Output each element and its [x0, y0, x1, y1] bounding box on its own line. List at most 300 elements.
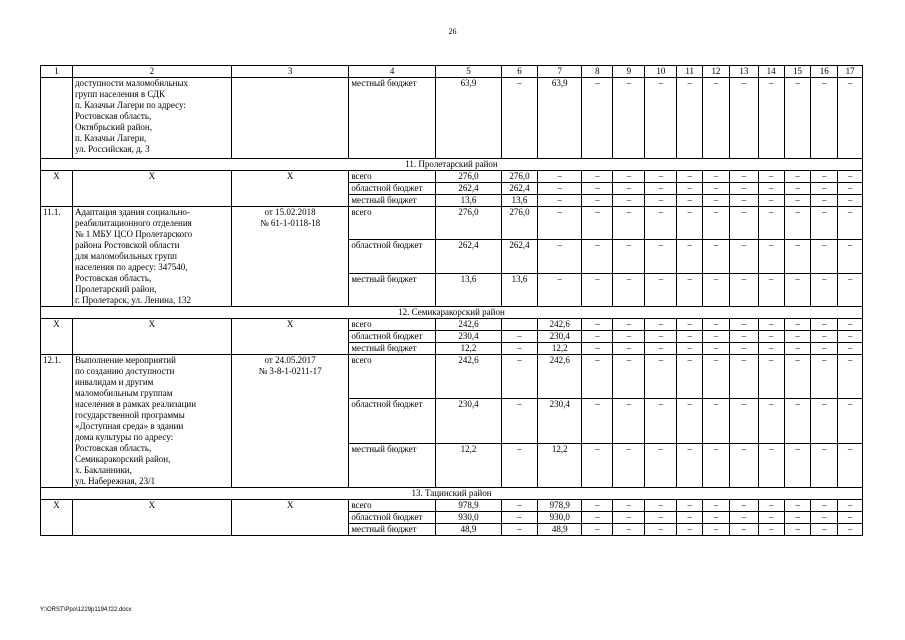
empty-value-cell: – — [811, 331, 838, 343]
empty-value-cell: – — [582, 343, 613, 355]
value-cell-5: 262,4 — [435, 183, 501, 195]
value-cell-7: 12,2 — [538, 443, 582, 487]
column-number-header: 15 — [784, 66, 811, 78]
empty-value-cell: – — [811, 355, 838, 399]
object-name-cell — [72, 207, 231, 307]
source-cell: областной бюджет — [349, 399, 436, 443]
object-name-line: групп населения в СДК — [74, 89, 166, 99]
empty-value-cell: – — [677, 500, 703, 512]
empty-value-cell: – — [729, 195, 758, 207]
empty-value-cell: – — [582, 524, 613, 536]
empty-value-cell: – — [811, 78, 838, 159]
value-cell-7: – — [538, 183, 582, 195]
section-title: 12. Семикаракорский район — [41, 307, 863, 319]
empty-value-cell: – — [677, 331, 703, 343]
value-cell-6: 262,4 — [501, 240, 537, 273]
value-cell-5: 12,2 — [435, 343, 501, 355]
empty-value-cell: – — [838, 500, 863, 512]
empty-value-cell: – — [645, 240, 677, 273]
column-number-header: 4 — [349, 66, 436, 78]
source-cell: областной бюджет — [349, 183, 436, 195]
value-cell-7: 230,4 — [538, 331, 582, 343]
empty-value-cell: – — [838, 171, 863, 183]
empty-value-cell: – — [784, 171, 811, 183]
empty-value-cell: – — [613, 183, 645, 195]
value-cell-7: – — [538, 240, 582, 273]
empty-value-cell: – — [613, 443, 645, 487]
source-cell: всего — [349, 207, 436, 240]
value-cell-7: 242,6 — [538, 355, 582, 399]
empty-value-cell: – — [758, 207, 784, 240]
document-cell — [231, 207, 349, 307]
data-table — [40, 65, 863, 536]
empty-value-cell: – — [729, 240, 758, 273]
empty-value-cell: – — [645, 500, 677, 512]
empty-value-cell: – — [838, 195, 863, 207]
source-cell: местный бюджет — [349, 273, 436, 306]
empty-value-cell: – — [703, 512, 730, 524]
empty-value-cell: – — [729, 512, 758, 524]
object-name-line: г. Пролетарск, ул. Ленина, 132 — [74, 295, 191, 305]
empty-value-cell: – — [645, 195, 677, 207]
value-cell-6: 276,0 — [501, 171, 537, 183]
empty-value-cell: – — [729, 355, 758, 399]
object-name-line: Семикаракорский район, — [74, 454, 171, 464]
item-number-cell: Х — [41, 319, 73, 355]
source-cell: областной бюджет — [349, 512, 436, 524]
empty-value-cell: – — [838, 443, 863, 487]
empty-value-cell: – — [645, 399, 677, 443]
empty-value-cell: – — [811, 524, 838, 536]
empty-value-cell: – — [645, 355, 677, 399]
table-row — [41, 319, 863, 331]
value-cell-5: 13,6 — [435, 195, 501, 207]
empty-value-cell: – — [758, 512, 784, 524]
empty-value-cell: – — [729, 500, 758, 512]
object-name-cell: Х — [72, 319, 231, 355]
empty-value-cell: – — [613, 343, 645, 355]
value-cell-6: – — [501, 524, 537, 536]
empty-value-cell: – — [677, 207, 703, 240]
empty-value-cell: – — [784, 319, 811, 331]
empty-value-cell: – — [613, 273, 645, 306]
empty-value-cell: – — [729, 78, 758, 159]
empty-value-cell: – — [703, 355, 730, 399]
empty-value-cell: – — [645, 331, 677, 343]
source-cell: местный бюджет — [349, 195, 436, 207]
document-cell: Х — [231, 500, 349, 536]
object-name-line: ул. Набережная, 23/1 — [74, 476, 156, 486]
empty-value-cell: – — [677, 443, 703, 487]
document-line: от 24.05.2017 — [264, 355, 316, 365]
empty-value-cell: – — [811, 183, 838, 195]
column-number-header: 14 — [758, 66, 784, 78]
empty-value-cell: – — [838, 78, 863, 159]
empty-value-cell: – — [784, 443, 811, 487]
empty-value-cell: – — [645, 171, 677, 183]
empty-value-cell: – — [729, 331, 758, 343]
empty-value-cell: – — [645, 524, 677, 536]
value-cell-6: 13,6 — [501, 273, 537, 306]
page-number: 26 — [448, 27, 457, 36]
value-cell-5: 930,0 — [435, 512, 501, 524]
empty-value-cell: – — [784, 524, 811, 536]
value-cell-6 — [501, 319, 537, 331]
object-name-cell: Х — [72, 171, 231, 207]
object-name-line: по созданию доступности — [74, 366, 175, 376]
value-cell-7: 230,4 — [538, 399, 582, 443]
value-cell-5: 242,6 — [435, 355, 501, 399]
object-name-line: х. Бакланники, — [74, 465, 132, 475]
object-name-line: государственной программы — [74, 410, 185, 420]
item-number-cell: Х — [41, 171, 73, 207]
value-cell-7: 242,6 — [538, 319, 582, 331]
empty-value-cell: – — [677, 343, 703, 355]
empty-value-cell: – — [677, 183, 703, 195]
value-cell-5: 48,9 — [435, 524, 501, 536]
section-title: 13. Тацинский район — [41, 488, 863, 500]
empty-value-cell: – — [703, 399, 730, 443]
empty-value-cell: – — [582, 319, 613, 331]
empty-value-cell: – — [838, 524, 863, 536]
value-cell-7: – — [538, 171, 582, 183]
empty-value-cell: – — [645, 443, 677, 487]
object-name-cell — [72, 355, 231, 488]
value-cell-5: 262,4 — [435, 240, 501, 273]
empty-value-cell: – — [613, 195, 645, 207]
table-row — [41, 207, 863, 240]
empty-value-cell: – — [758, 78, 784, 159]
empty-value-cell: – — [582, 207, 613, 240]
value-cell-5: 276,0 — [435, 171, 501, 183]
empty-value-cell: – — [811, 399, 838, 443]
empty-value-cell: – — [582, 399, 613, 443]
object-name-line: Ростовская область, — [74, 443, 152, 453]
empty-value-cell: – — [784, 240, 811, 273]
value-cell-6: 13,6 — [501, 195, 537, 207]
empty-value-cell: – — [613, 512, 645, 524]
column-number-header: 6 — [501, 66, 537, 78]
empty-value-cell: – — [811, 500, 838, 512]
value-cell-6: – — [501, 500, 537, 512]
object-name-line: дома культуры по адресу: — [74, 432, 174, 442]
empty-value-cell: – — [758, 331, 784, 343]
object-name-line: для маломобильных групп — [74, 251, 177, 261]
empty-value-cell: – — [838, 399, 863, 443]
empty-value-cell: – — [613, 319, 645, 331]
document-line: № 61-1-0118-18 — [260, 218, 321, 228]
empty-value-cell: – — [811, 319, 838, 331]
empty-value-cell: – — [645, 78, 677, 159]
empty-value-cell: – — [677, 524, 703, 536]
object-name-line: № 1 МБУ ЦСО Пролетарского — [74, 229, 193, 239]
empty-value-cell: – — [729, 207, 758, 240]
header-row — [41, 66, 863, 78]
object-name-line: доступности маломобильных — [74, 78, 189, 88]
empty-value-cell: – — [582, 78, 613, 159]
column-number-header: 17 — [838, 66, 863, 78]
value-cell-5: 230,4 — [435, 399, 501, 443]
empty-value-cell: – — [613, 355, 645, 399]
empty-value-cell: – — [582, 195, 613, 207]
table-row — [41, 171, 863, 183]
source-cell: местный бюджет — [349, 78, 436, 159]
section-title: 11. Пролетарский район — [41, 159, 863, 171]
empty-value-cell: – — [677, 512, 703, 524]
column-number-header: 10 — [645, 66, 677, 78]
value-cell-6: – — [501, 399, 537, 443]
empty-value-cell: – — [758, 355, 784, 399]
empty-value-cell: – — [582, 331, 613, 343]
empty-value-cell: – — [838, 355, 863, 399]
column-number-header: 13 — [729, 66, 758, 78]
object-name-line: района Ростовской области — [74, 240, 180, 250]
column-number-header: 2 — [72, 66, 231, 78]
empty-value-cell: – — [811, 240, 838, 273]
empty-value-cell: – — [582, 273, 613, 306]
empty-value-cell: – — [784, 399, 811, 443]
source-cell: областной бюджет — [349, 240, 436, 273]
empty-value-cell: – — [645, 207, 677, 240]
object-name-line: инвалидам и другим — [74, 377, 154, 387]
column-number-header: 8 — [582, 66, 613, 78]
empty-value-cell: – — [645, 183, 677, 195]
empty-value-cell: – — [784, 355, 811, 399]
table-row — [41, 78, 863, 159]
object-name-line: Адаптация здания социально- — [74, 207, 190, 217]
table-row — [41, 355, 863, 399]
empty-value-cell: – — [703, 207, 730, 240]
empty-value-cell: – — [729, 183, 758, 195]
column-number-header: 3 — [231, 66, 349, 78]
empty-value-cell: – — [758, 183, 784, 195]
empty-value-cell: – — [677, 273, 703, 306]
section-title-row — [41, 488, 863, 500]
empty-value-cell: – — [703, 331, 730, 343]
empty-value-cell: – — [645, 343, 677, 355]
column-number-header: 1 — [41, 66, 73, 78]
empty-value-cell: – — [703, 500, 730, 512]
empty-value-cell: – — [758, 399, 784, 443]
value-cell-7: – — [538, 273, 582, 306]
object-name-line: населения по адресу: 347540, — [74, 262, 188, 272]
empty-value-cell: – — [784, 512, 811, 524]
empty-value-cell: – — [645, 273, 677, 306]
empty-value-cell: – — [758, 343, 784, 355]
value-cell-7: – — [538, 195, 582, 207]
empty-value-cell: – — [677, 171, 703, 183]
empty-value-cell: – — [703, 183, 730, 195]
empty-value-cell: – — [811, 273, 838, 306]
value-cell-7: – — [538, 207, 582, 240]
empty-value-cell: – — [582, 183, 613, 195]
value-cell-5: 13,6 — [435, 273, 501, 306]
empty-value-cell: – — [758, 319, 784, 331]
empty-value-cell: – — [645, 512, 677, 524]
empty-value-cell: – — [613, 524, 645, 536]
empty-value-cell: – — [703, 443, 730, 487]
value-cell-5: 230,4 — [435, 331, 501, 343]
empty-value-cell: – — [703, 343, 730, 355]
source-cell: всего — [349, 171, 436, 183]
empty-value-cell: – — [811, 207, 838, 240]
column-number-header: 11 — [677, 66, 703, 78]
empty-value-cell: – — [811, 443, 838, 487]
object-name-line: п. Казачьи Лагери по адресу: — [74, 100, 186, 110]
item-number-cell — [41, 78, 73, 159]
empty-value-cell: – — [758, 273, 784, 306]
value-cell-6: 262,4 — [501, 183, 537, 195]
document-cell — [231, 78, 349, 159]
empty-value-cell: – — [703, 78, 730, 159]
value-cell-5: 978,9 — [435, 500, 501, 512]
empty-value-cell: – — [758, 443, 784, 487]
empty-value-cell: – — [703, 240, 730, 273]
empty-value-cell: – — [645, 319, 677, 331]
object-name-line: маломобильным группам — [74, 388, 173, 398]
empty-value-cell: – — [677, 195, 703, 207]
empty-value-cell: – — [613, 240, 645, 273]
empty-value-cell: – — [613, 500, 645, 512]
object-name-line: Октябрьский район, — [74, 122, 152, 132]
empty-value-cell: – — [613, 207, 645, 240]
source-cell: местный бюджет — [349, 443, 436, 487]
empty-value-cell: – — [758, 240, 784, 273]
document-cell: Х — [231, 319, 349, 355]
source-cell: областной бюджет — [349, 331, 436, 343]
empty-value-cell: – — [582, 240, 613, 273]
empty-value-cell: – — [784, 331, 811, 343]
empty-value-cell: – — [784, 500, 811, 512]
empty-value-cell: – — [582, 512, 613, 524]
empty-value-cell: – — [758, 500, 784, 512]
empty-value-cell: – — [703, 171, 730, 183]
empty-value-cell: – — [784, 343, 811, 355]
empty-value-cell: – — [582, 443, 613, 487]
empty-value-cell: – — [811, 343, 838, 355]
value-cell-7: 48,9 — [538, 524, 582, 536]
object-name-cell: Х — [72, 500, 231, 536]
empty-value-cell: – — [838, 240, 863, 273]
empty-value-cell: – — [811, 512, 838, 524]
empty-value-cell: – — [758, 524, 784, 536]
empty-value-cell: – — [613, 331, 645, 343]
empty-value-cell: – — [582, 355, 613, 399]
source-cell: всего — [349, 319, 436, 331]
item-number-cell: Х — [41, 500, 73, 536]
empty-value-cell: – — [758, 195, 784, 207]
object-name-line: п. Казачьи Лагери, — [74, 133, 147, 143]
empty-value-cell: – — [677, 319, 703, 331]
empty-value-cell: – — [677, 399, 703, 443]
value-cell-6: – — [501, 331, 537, 343]
source-cell: всего — [349, 355, 436, 399]
value-cell-5: 63,9 — [435, 78, 501, 159]
empty-value-cell: – — [784, 195, 811, 207]
empty-value-cell: – — [729, 343, 758, 355]
value-cell-5: 12,2 — [435, 443, 501, 487]
empty-value-cell: – — [703, 319, 730, 331]
empty-value-cell: – — [838, 207, 863, 240]
empty-value-cell: – — [811, 171, 838, 183]
value-cell-7: 63,9 — [538, 78, 582, 159]
empty-value-cell: – — [729, 273, 758, 306]
empty-value-cell: – — [838, 183, 863, 195]
empty-value-cell: – — [758, 171, 784, 183]
empty-value-cell: – — [729, 399, 758, 443]
document-line: № 3-8-1-0211-17 — [258, 366, 322, 376]
empty-value-cell: – — [703, 273, 730, 306]
column-number-header: 16 — [811, 66, 838, 78]
object-name-cell — [72, 78, 231, 159]
object-name-line: Выполнение мероприятий — [74, 355, 176, 365]
object-name-line: Ростовская область, — [74, 111, 152, 121]
column-number-header: 7 — [538, 66, 582, 78]
object-name-line: ул. Российская, д. 3 — [74, 144, 150, 154]
empty-value-cell: – — [677, 240, 703, 273]
object-name-line: населения в рамках реализации — [74, 399, 197, 409]
object-name-line: Пролетарский район, — [74, 284, 157, 294]
object-name-line: «Доступная среда» в здании — [74, 421, 184, 431]
empty-value-cell: – — [613, 171, 645, 183]
item-number-cell: 11.1. — [41, 207, 73, 307]
empty-value-cell: – — [729, 524, 758, 536]
section-title-row — [41, 307, 863, 319]
column-number-header: 9 — [613, 66, 645, 78]
empty-value-cell: – — [838, 343, 863, 355]
empty-value-cell: – — [784, 207, 811, 240]
empty-value-cell: – — [838, 331, 863, 343]
empty-value-cell: – — [784, 183, 811, 195]
source-cell: местный бюджет — [349, 524, 436, 536]
empty-value-cell: – — [729, 443, 758, 487]
value-cell-7: 930,0 — [538, 512, 582, 524]
object-name-line: реабилитационного отделения — [74, 218, 192, 228]
empty-value-cell: – — [784, 273, 811, 306]
value-cell-5: 242,6 — [435, 319, 501, 331]
empty-value-cell: – — [703, 524, 730, 536]
source-cell: местный бюджет — [349, 343, 436, 355]
empty-value-cell: – — [838, 512, 863, 524]
table-row — [41, 500, 863, 512]
value-cell-7: 978,9 — [538, 500, 582, 512]
value-cell-6: – — [501, 512, 537, 524]
empty-value-cell: – — [582, 171, 613, 183]
column-number-header: 12 — [703, 66, 730, 78]
empty-value-cell: – — [703, 195, 730, 207]
source-cell: всего — [349, 500, 436, 512]
empty-value-cell: – — [838, 273, 863, 306]
file-path-footer: Y:\ORST\Ppo\1229p1194.f22.docx — [40, 607, 132, 613]
empty-value-cell: – — [677, 355, 703, 399]
value-cell-6: – — [501, 78, 537, 159]
value-cell-6: – — [501, 443, 537, 487]
section-title-row — [41, 159, 863, 171]
value-cell-6: 276,0 — [501, 207, 537, 240]
object-name-line: Ростовская область, — [74, 273, 152, 283]
value-cell-5: 276,0 — [435, 207, 501, 240]
item-number-cell: 12.1. — [41, 355, 73, 488]
empty-value-cell: – — [677, 78, 703, 159]
value-cell-6: – — [501, 355, 537, 399]
empty-value-cell: – — [838, 319, 863, 331]
empty-value-cell: – — [729, 171, 758, 183]
value-cell-6: – — [501, 343, 537, 355]
document-cell: Х — [231, 171, 349, 207]
empty-value-cell: – — [784, 78, 811, 159]
empty-value-cell: – — [613, 399, 645, 443]
empty-value-cell: – — [582, 500, 613, 512]
